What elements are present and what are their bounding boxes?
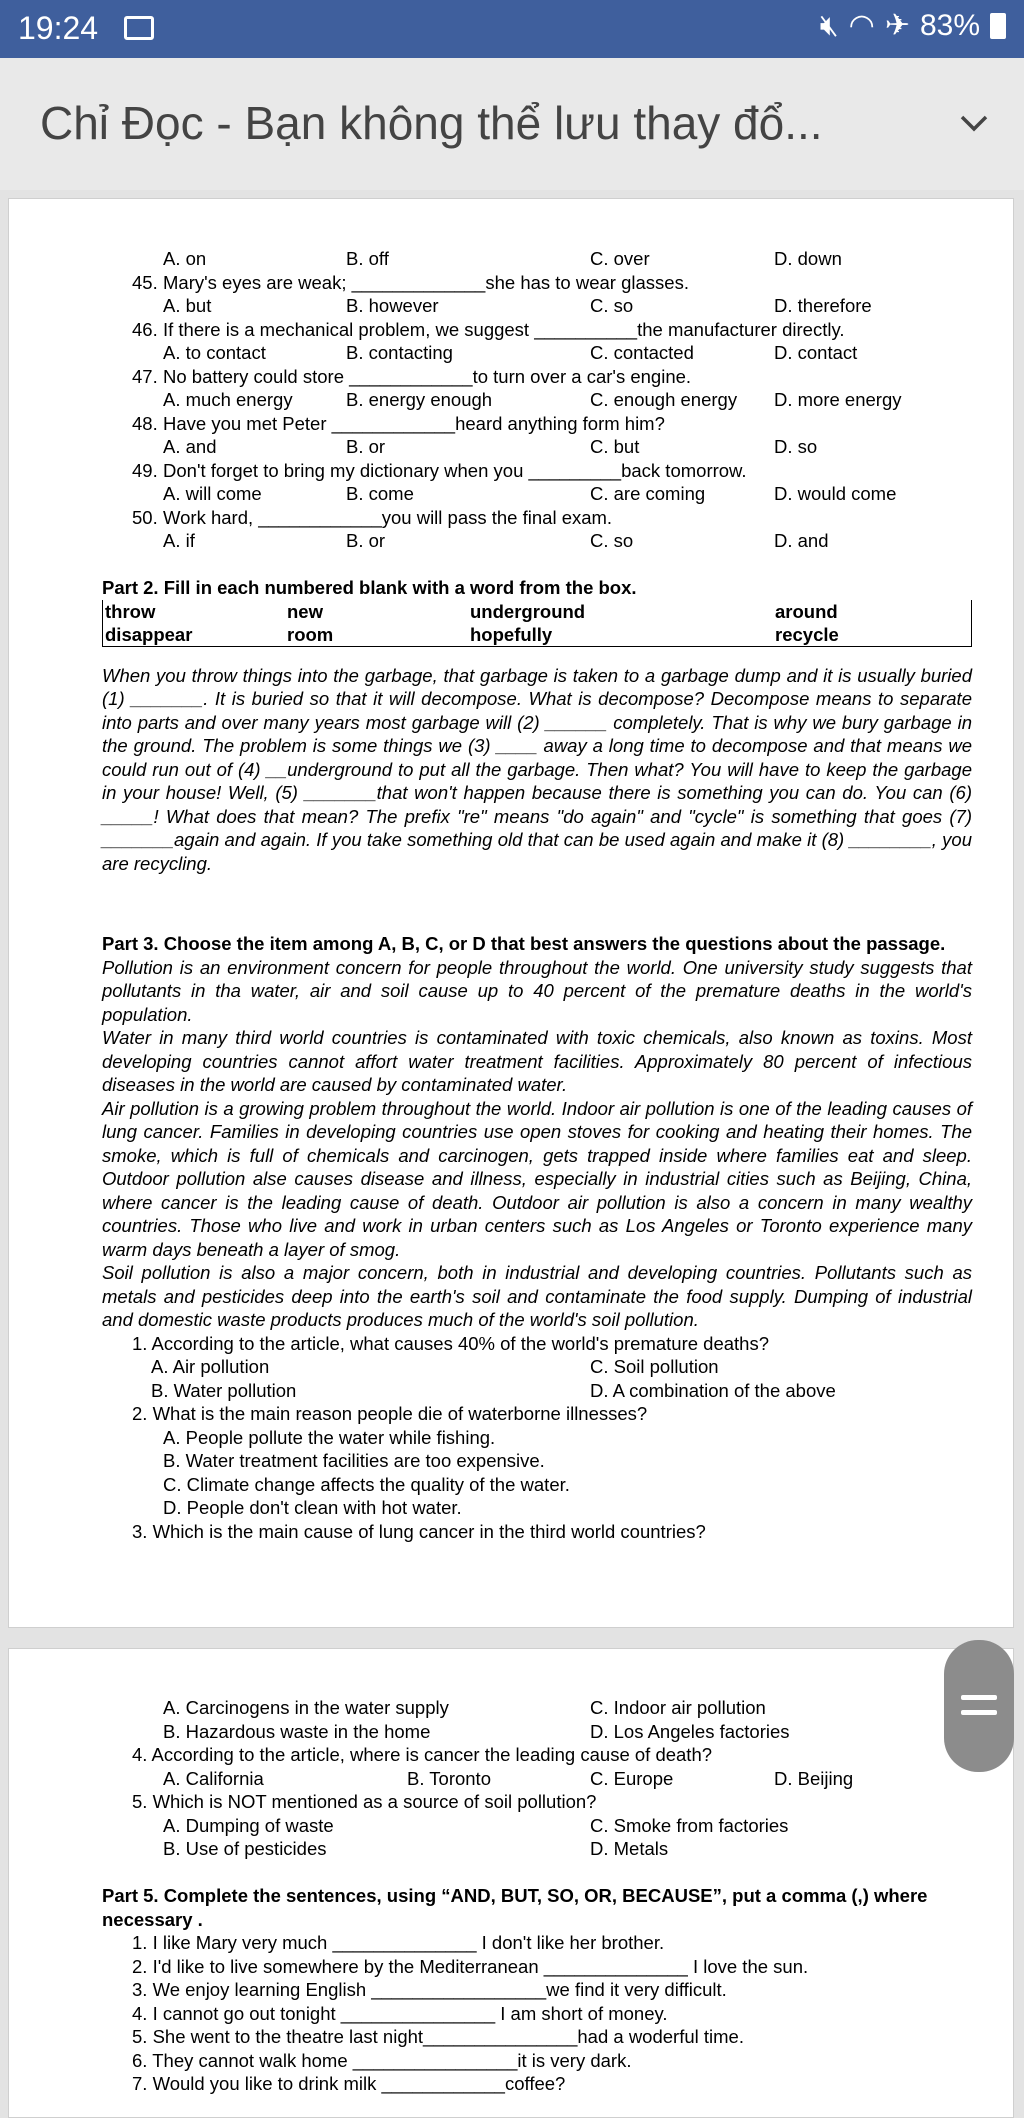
answer-row: B. Water treatment facilities are too expensive. <box>163 1450 545 1471</box>
question-row: 45. Mary's eyes are weak; _____________she has to wear glasses. <box>132 271 689 293</box>
word-box <box>102 600 972 647</box>
part-2-section <box>102 576 972 875</box>
answer-row: A. Carcinogens in the water supply C. Indoor air pollution <box>163 1697 766 1718</box>
question-row: 2. What is the main reason people die of waterborne illnesses? <box>132 1403 648 1424</box>
answer-row: A. California B. Toronto C. Europe D. Beijing <box>163 1767 854 1789</box>
part-3-heading: Part 3. Choose the item among A, B, C, or D that best answers the questions about the passage. <box>102 933 946 954</box>
question-row: 4. According to the article, where is cancer the leading cause of death? <box>132 1744 713 1765</box>
answer-row: C. Climate change affects the quality of the water. <box>163 1473 570 1495</box>
battery-icon <box>990 13 1006 39</box>
part-3-section <box>102 932 972 1543</box>
mute-icon: 🔇︎ <box>819 8 839 42</box>
answer-row: B. Water pollution D. A combination of the above <box>151 1379 836 1401</box>
exercise-item: 4. I cannot go out tonight _______________ I am short of money. <box>132 2002 668 2024</box>
exercise-item: 7. Would you like to drink milk ____________coffee? <box>132 2073 566 2094</box>
passage-paragraph: Air pollution is a growing problem throughout the world. Indoor air pollution is one of the leading causes of lung cancer. Families in developing countries use open stoves for cooking and heating their homes. The smoke, which is full of chemicals and carcinogen, gets trapped inside where families eat and sleep. Outdoor pollution alse causes disease and illness, especially in industrial cities such as Beijing, China, where cancer is the leading cause of death. Outdoor air pollution is also a concern in many wealthy countries. Those who live and work in urban centers such as Los Angeles or Toronto experience many warm days beneath a layer of smog. <box>102 1097 972 1260</box>
battery-level: 83% <box>919 8 980 42</box>
answer-row: A. much energy B. energy enough C. enough energy D. more energy <box>163 389 902 410</box>
wifi-icon: ◠ <box>848 9 875 42</box>
answer-row: A. Air pollution C. Soil pollution <box>151 1356 719 1377</box>
question-row: 50. Work hard, ____________you will pass the final exam. <box>132 506 613 528</box>
answer-row: B. Hazardous waste in the home D. Los Angeles factories <box>163 1720 790 1742</box>
status-bar <box>0 0 1024 58</box>
word-box-row: throw new underground around <box>105 600 838 622</box>
answer-row: A. and B. or C. but D. so <box>163 436 818 457</box>
document-title: Chỉ Đọc - Bạn không thể lưu thay đổ... <box>40 97 823 149</box>
answer-row: D. People don't clean with hot water. <box>163 1497 462 1518</box>
part-3-continued <box>102 1696 972 1861</box>
passage-paragraph: Soil pollution is also a major concern, both in industrial and developing countries. Pollutants such as metals and pesticides deep into the earth's soil and contaminate the food supply. Dumping of industrial and domestic waste products produces much of the world's soil pollution. <box>102 1262 972 1330</box>
word-box-row: disappear room hopefully recycle <box>105 624 839 645</box>
passage-paragraph: Water in many third world countries is contaminated with toxic chemicals, also known as toxins. Most developing countries cannot affort water treatment facilities. Approximately 80 percent of infectious diseases in the world are caused by contaminated water. <box>102 1027 972 1095</box>
question-row: 1. According to the article, what causes 40% of the world's premature deaths? <box>132 1332 769 1354</box>
multiple-choice-section <box>102 247 972 553</box>
question-row: 5. Which is NOT mentioned as a source of soil pollution? <box>132 1791 597 1812</box>
question-row: 49. Don't forget to bring my dictionary when you _________back tomorrow. <box>132 459 747 481</box>
exercise-item: 5. She went to the theatre last night_______________had a woderful time. <box>132 2026 744 2047</box>
answer-row: A. to contact B. contacting C. contacted D. contact <box>163 342 858 363</box>
part-5-section <box>102 1884 972 2096</box>
question-row: 46. If there is a mechanical problem, we suggest __________the manufacturer directly. <box>132 318 845 340</box>
part-5-heading: Part 5. Complete the sentences, using “AND, BUT, SO, OR, BECAUSE”, put a comma (,) where necessary . <box>102 1885 928 1930</box>
question-row: 48. Have you met Peter ____________heard anything form him? <box>132 412 665 434</box>
passage-paragraph: Pollution is an environment concern for people throughout the world. One university study suggests that pollutants in tha water, air and soil cause up to 40 percent of the premature deaths in the world's population. <box>102 956 972 1025</box>
gallery-icon <box>124 16 154 40</box>
exercise-item: 2. I'd like to live somewhere by the Mediterranean ______________ I love the sun. <box>132 1955 809 1977</box>
question-row: 3. Which is the main cause of lung cancer in the third world countries? <box>132 1520 706 1542</box>
chevron-down-icon[interactable] <box>954 103 994 143</box>
answer-row: A. People pollute the water while fishing. <box>163 1426 496 1448</box>
answer-row: A. but B. however C. so D. therefore <box>163 295 872 316</box>
exercise-item: 6. They cannot walk home ________________it is very dark. <box>132 2049 632 2071</box>
exercise-item: 1. I like Mary very much ______________ I don't like her brother. <box>132 1932 665 1953</box>
airplane-icon: ✈ <box>884 9 910 42</box>
answer-row: A. if B. or C. so D. and <box>163 530 829 551</box>
scroll-thumb[interactable] <box>944 1640 1014 1772</box>
part-2-passage: When you throw things into the garbage, that garbage is taken to a garbage dump and it is usually buried (1) _______. It is buried so that it will decompose. What is decompose? Decompose means to separate into parts and over many years most garbage will (2) ______ completely. That is why we bury garbage in the ground. The problem is some things we (3) ____ away a long time to decompose and that means we could run out of (4) __underground to put all the garbage. Then what? You will have to keep the garbage in your house! Well, (5) _______that won't happen because there is something you can do. You can (6) _____! What does that mean? The prefix "re" means "do again" and "cycle" is something that goes (7) _______again and again. If you take something old that can be used again and make it (8) ________, you are recycling. <box>102 664 972 874</box>
answer-row: A. on B. off C. over D. down <box>163 248 842 269</box>
part-2-heading: Part 2. Fill in each numbered blank with a word from the box. <box>102 577 637 598</box>
clock: 19:24 <box>18 10 99 46</box>
document-title-bar <box>0 58 1024 190</box>
question-row: 47. No battery could store ____________to turn over a car's engine. <box>132 365 692 387</box>
exercise-item: 3. We enjoy learning English _________________we find it very difficult. <box>132 1979 727 2000</box>
answer-row: B. Use of pesticides D. Metals <box>163 1838 669 1859</box>
answer-row: A. will come B. come C. are coming D. would come <box>163 483 897 504</box>
answer-row: A. Dumping of waste C. Smoke from factories <box>163 1814 789 1836</box>
